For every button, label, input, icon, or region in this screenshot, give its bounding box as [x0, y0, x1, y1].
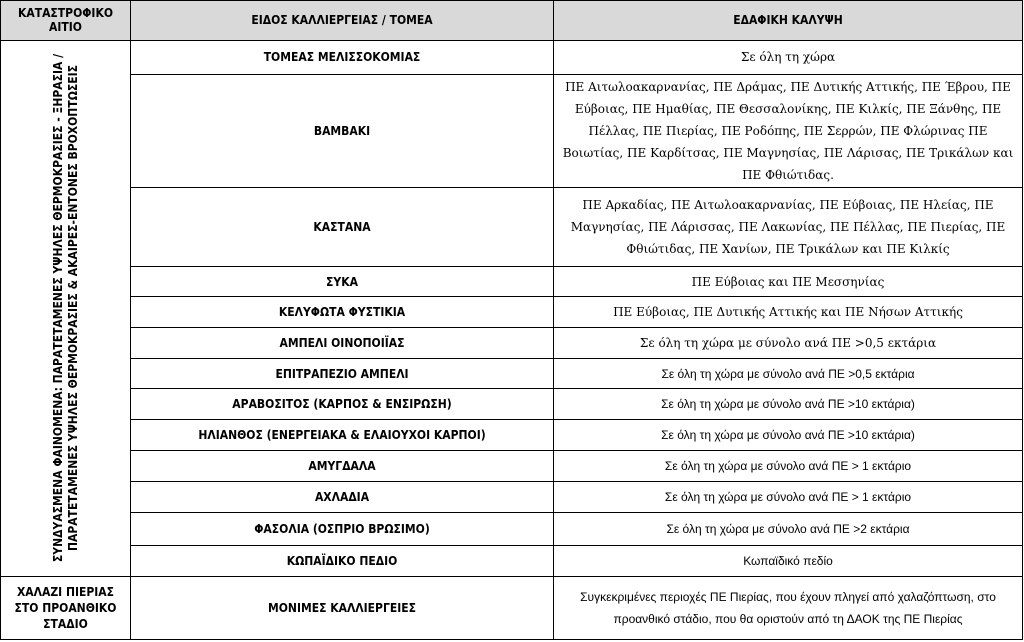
header-crop: ΕΙΔΟΣ ΚΑΛΛΙΕΡΓΕΙΑΣ / ΤΟΜΕΑ	[131, 1, 554, 41]
table-row	[1, 74, 1023, 187]
table-row	[1, 188, 1023, 267]
table-row	[1, 328, 1023, 359]
coverage-cell: Σε όλη τη χώρα με σύνολο ανά ΠΕ >10 εκτάρια)	[554, 420, 1023, 451]
table-row	[1, 389, 1023, 420]
crop-cell: ΚΩΠΑΪΔΙΚΟ ΠΕΔΙΟ	[131, 545, 554, 576]
header-row	[1, 1, 1023, 41]
crop-cell: ΑΡΑΒΟΣΙΤΟΣ (ΚΑΡΠΟΣ & ΕΝΣΙΡΩΣΗ)	[131, 389, 554, 420]
coverage-cell: Σε όλη τη χώρα με σύνολο ανά ΠΕ > 1 εκτάριο	[554, 481, 1023, 513]
crop-cell: ΒΑΜΒΑΚΙ	[131, 74, 554, 187]
table-row	[1, 358, 1023, 389]
crop-cell: ΑΜΥΓΔΑΛΑ	[131, 450, 554, 481]
coverage-cell: Κωπαϊδικό πεδίο	[554, 545, 1023, 576]
crop-cell: ΗΛΙΑΝΘΟΣ (ΕΝΕΡΓΕΙΑΚΑ & ΕΛΑΙΟΥΧΟΙ ΚΑΡΠΟΙ)	[131, 420, 554, 451]
table-row	[1, 297, 1023, 328]
cause-weather-cell	[1, 40, 131, 576]
coverage-cell: ΠΕ Εύβοιας και ΠΕ Μεσσηνίας	[554, 266, 1023, 297]
coverage-cell: ΠΕ Αιτωλοακαρνανίας, ΠΕ Δράμας, ΠΕ Δυτικής Αττικής, ΠΕ Έβρου, ΠΕ Εύβοιας, ΠΕ Ημαθίας, ΠΕ Θεσσαλονίκης, ΠΕ Κιλκίς, ΠΕ Ξάνθης, ΠΕ Πέλλας, ΠΕ Πιερίας, ΠΕ Ροδόπης, ΠΕ Σερρών, ΠΕ Φλώρινας ΠΕ Βοιωτίας, ΠΕ Καρδίτσας, ΠΕ Μαγνησίας, ΠΕ Λάρισας, ΠΕ Τρικάλων και ΠΕ Φθιώτιδας.	[554, 74, 1023, 187]
coverage-cell: Σε όλη τη χώρα με σύνολο ανά ΠΕ >10 εκτάρια)	[554, 389, 1023, 420]
header-coverage: ΕΔΑΦΙΚΗ ΚΑΛΥΨΗ	[554, 1, 1023, 41]
crop-cell: ΤΟΜΕΑΣ ΜΕΛΙΣΣΟΚΟΜΙΑΣ	[131, 40, 554, 74]
crop-cell: ΕΠΙΤΡΑΠΕΖΙΟ ΑΜΠΕΛΙ	[131, 358, 554, 389]
cause-hail-cell: ΧΑΛΑΖΙ ΠΙΕΡΙΑΣ ΣΤΟ ΠΡΟΑΝΘΙΚΟ ΣΤΑΔΙΟ	[1, 576, 131, 639]
crop-cell: ΜΟΝΙΜΕΣ ΚΑΛΛΙΕΡΓΕΙΕΣ	[131, 576, 554, 639]
table-row	[1, 513, 1023, 546]
table-row	[1, 481, 1023, 513]
crop-cell: ΣΥΚΑ	[131, 266, 554, 297]
table-row	[1, 40, 1023, 74]
coverage-cell: ΠΕ Εύβοιας, ΠΕ Δυτικής Αττικής και ΠΕ Νήσων Αττικής	[554, 297, 1023, 328]
crop-cell: ΚΑΣΤΑΝΑ	[131, 188, 554, 267]
crop-cell: ΑΜΠΕΛΙ ΟΙΝΟΠΟΙΪΑΣ	[131, 328, 554, 359]
table-row	[1, 576, 1023, 639]
table-row	[1, 420, 1023, 451]
crop-cell: ΚΕΛΥΦΩΤΑ ΦΥΣΤΙΚΙΑ	[131, 297, 554, 328]
crop-cell: ΑΧΛΑΔΙΑ	[131, 481, 554, 513]
coverage-cell: Σε όλη τη χώρα	[554, 40, 1023, 74]
coverage-cell: Σε όλη τη χώρα με σύνολο ανά ΠΕ >0,5 εκτάρια	[554, 328, 1023, 359]
coverage-cell: Συγκεκριμένες περιοχές ΠΕ Πιερίας, που έχουν πληγεί από χαλαζόπτωση, στο προανθικό στάδιο, που θα οριστούν από τη ΔΑΟΚ της ΠΕ Πιερίας	[554, 576, 1023, 639]
table-row	[1, 545, 1023, 576]
table-row	[1, 266, 1023, 297]
cause-weather-text: ΣΥΝΔΥΑΣΜΕΝΑ ΦΑΙΝΟΜΕΝΑ: ΠΑΡΑΤΕΤΑΜΕΝΕΣ ΥΨΗΛΕΣ ΘΕΡΜΟΚΡΑΣΙΕΣ - ΞΗΡΑΣΙΑ / ΠΑΡΑΤΕΤΑΜΕΝΕΣ ΥΨΗΛΕΣ ΘΕΡΜΟΚΡΑΣΙΕΣ & ΑΚΑΙΡΕΣ-ΕΝΤΟΝΕΣ ΒΡΟΧΟΠΤΩΣΕΙΣ	[50, 54, 80, 563]
header-cause: ΚΑΤΑΣΤΡΟΦΙΚΟ ΑΙΤΙΟ	[1, 1, 131, 41]
table-row	[1, 450, 1023, 481]
coverage-cell: Σε όλη τη χώρα με σύνολο ανά ΠΕ >2 εκτάρια	[554, 513, 1023, 546]
coverage-cell: Σε όλη τη χώρα με σύνολο ανά ΠΕ > 1 εκτάριο	[554, 450, 1023, 481]
coverage-cell: Σε όλη τη χώρα με σύνολο ανά ΠΕ >0,5 εκτάρια	[554, 358, 1023, 389]
coverage-cell: ΠΕ Αρκαδίας, ΠΕ Αιτωλοακαρνανίας, ΠΕ Εύβοιας, ΠΕ Ηλείας, ΠΕ Μαγνησίας, ΠΕ Λάρισσας, ΠΕ Λακωνίας, ΠΕ Πέλλας, ΠΕ Πιερίας, ΠΕ Φθιώτιδας, ΠΕ Χανίων, ΠΕ Τρικάλων και ΠΕ Κιλκίς	[554, 188, 1023, 267]
crop-cell: ΦΑΣΟΛΙΑ (ΟΣΠΡΙΟ ΒΡΩΣΙΜΟ)	[131, 513, 554, 546]
